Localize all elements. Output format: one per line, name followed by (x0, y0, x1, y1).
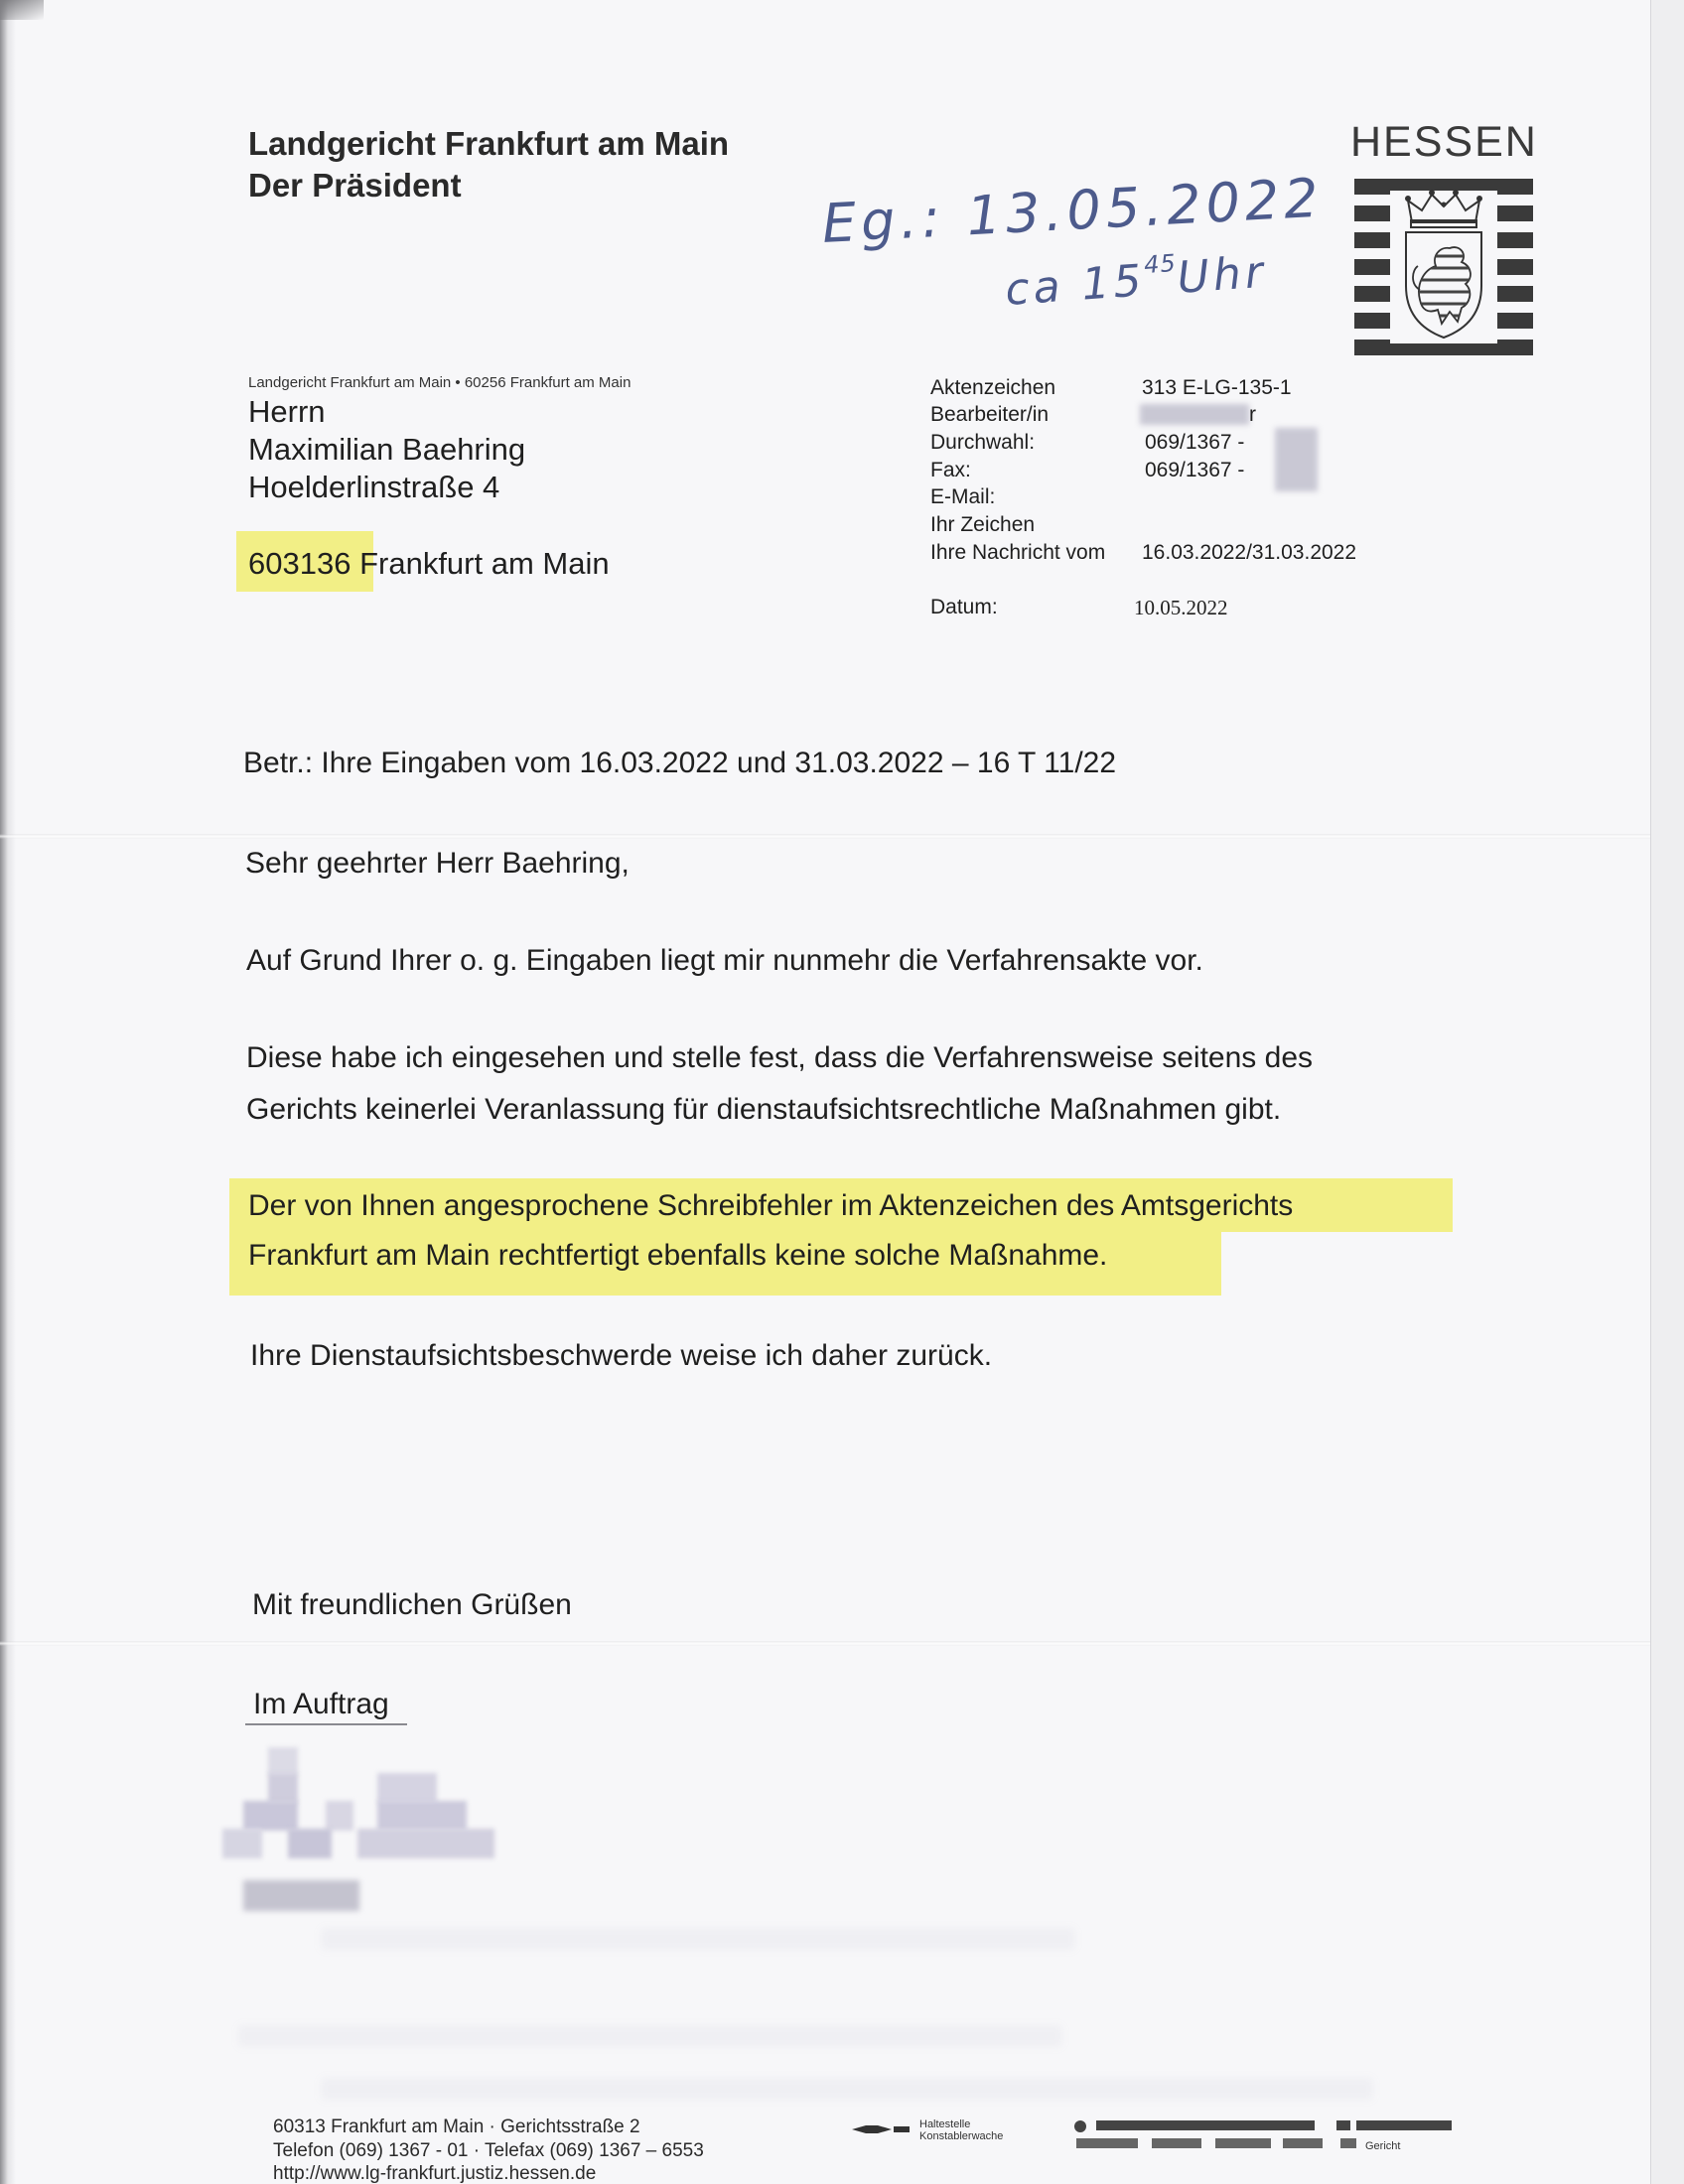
map-court-label: Gericht (1365, 2140, 1401, 2152)
transit-icon (852, 2122, 912, 2134)
footer-address: 60313 Frankfurt am Main · Gerichtsstraße 2 (273, 2116, 640, 2137)
redacted-signer-name (243, 1880, 359, 1911)
scan-right-edge (1650, 0, 1684, 2184)
info-label-email: E-Mail: (930, 485, 996, 508)
show-through-shadow (321, 1928, 1075, 1950)
redacted-signature (0, 0, 1, 1)
redacted-bearbeiter (1140, 404, 1249, 425)
fold-line-upper (0, 834, 1650, 839)
info-value-bearbeiter: r (1249, 403, 1256, 426)
date-value: 10.05.2022 (1134, 596, 1228, 619)
closing-regards: Mit freundlichen Grüßen (252, 1588, 572, 1621)
handwritten-receipt-date: Eg.: 13.05.2022 (820, 166, 1326, 255)
footer-phone: Telefon (069) 1367 - 01 · Telefax (069) 1367 – 6553 (273, 2140, 704, 2161)
recipient-postcode: 603136 (248, 546, 351, 581)
sender-return-line: Landgericht Frankfurt am Main • 60256 Frankfurt am Main (248, 374, 632, 391)
redacted-extension (1275, 428, 1318, 491)
court-name: Landgericht Frankfurt am Main (248, 125, 730, 162)
greeting: Sehr geehrter Herr Baehring, (245, 847, 630, 880)
closing-on-behalf: Im Auftrag (253, 1688, 389, 1720)
handwritten-time-minutes: 45 (1143, 248, 1178, 280)
recipient-city: Frankfurt am Main (359, 546, 610, 581)
hessen-coat-of-arms-icon (1354, 179, 1533, 357)
info-label-fax: Fax: (930, 459, 971, 481)
info-value-fax: 069/1367 - (1145, 459, 1245, 481)
court-office: Der Präsident (248, 167, 462, 204)
fold-line-lower (0, 1641, 1650, 1646)
info-label-nachricht-vom: Ihre Nachricht vom (930, 541, 1106, 564)
transit-stop-label: Haltestelle (919, 2118, 971, 2130)
info-value-durchwahl: 069/1367 - (1145, 431, 1245, 454)
paragraph-3-line-1: Der von Ihnen angesprochene Schreibfehler im Aktenzeichen des Amtsgerichts (248, 1189, 1294, 1222)
transit-stop-name: Konstablerwache (919, 2130, 1004, 2142)
recipient-name: Maximilian Baehring (248, 432, 526, 467)
show-through-shadow (321, 2078, 1373, 2100)
scan-left-edge (0, 0, 16, 2184)
handwritten-receipt-time (1003, 232, 1269, 316)
handwritten-time-prefix: ca 15 (1003, 255, 1148, 316)
state-wordmark: HESSEN (1350, 118, 1538, 166)
transit-lines-legend (1074, 2118, 1462, 2152)
paragraph-4: Ihre Dienstaufsichtsbeschwerde weise ich daher zurück. (250, 1339, 993, 1372)
info-value-nachricht-vom: 16.03.2022/31.03.2022 (1142, 541, 1357, 564)
on-behalf-underline (245, 1723, 407, 1725)
info-label-aktenzeichen: Aktenzeichen (930, 376, 1056, 399)
paragraph-3-line-2: Frankfurt am Main rechtfertigt ebenfalls keine solche Maßnahme. (248, 1239, 1108, 1272)
paragraph-2-line-2: Gerichts keinerlei Veranlassung für dienstaufsichtsrechtliche Maßnahmen gibt. (246, 1093, 1282, 1126)
footer-url: http://www.lg-frankfurt.justiz.hessen.de (273, 2163, 597, 2184)
scan-corner-shadow (0, 0, 44, 20)
recipient-city-line (248, 546, 610, 582)
info-value-aktenzeichen: 313 E-LG-135-1 (1142, 376, 1292, 399)
date-label: Datum: (930, 596, 998, 618)
recipient-salutation: Herrn (248, 394, 326, 429)
info-label-bearbeiter: Bearbeiter/in (930, 403, 1050, 426)
subject-line: Betr.: Ihre Eingaben vom 16.03.2022 und 31.03.2022 – 16 T 11/22 (243, 747, 1117, 779)
info-label-ihr-zeichen: Ihr Zeichen (930, 513, 1036, 536)
paragraph-2-line-1: Diese habe ich eingesehen und stelle fest, dass die Verfahrensweise seitens des (246, 1041, 1314, 1074)
paragraph-1: Auf Grund Ihrer o. g. Eingaben liegt mir nunmehr die Verfahrensakte vor. (246, 944, 1203, 977)
handwritten-time-suffix: Uhr (1176, 246, 1269, 304)
info-label-durchwahl: Durchwahl: (930, 431, 1036, 454)
recipient-street: Hoelderlinstraße 4 (248, 470, 500, 504)
show-through-shadow (238, 2025, 1062, 2047)
